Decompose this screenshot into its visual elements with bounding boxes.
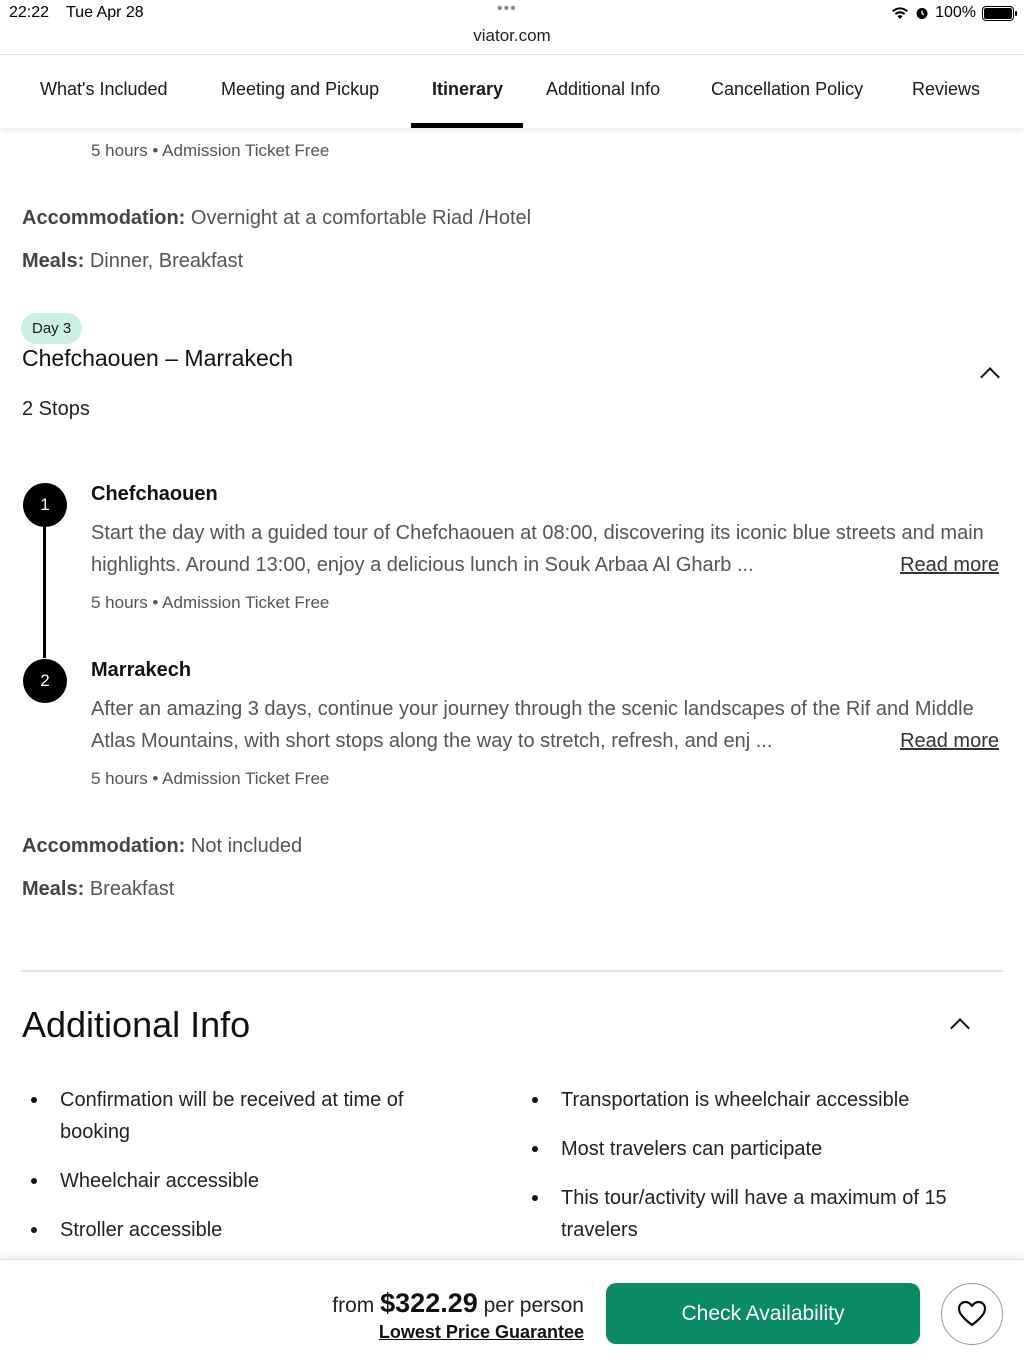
section-tabs xyxy=(0,54,1024,128)
stop-number-badge: 2 xyxy=(23,659,67,703)
battery-fill xyxy=(984,8,1012,19)
stop-description: Start the day with a guided tour of Chefchaouen at 08:00, discovering its iconic blue streets and main highlights. Around 13:00, enjoy a delicious lunch in Souk Arbaa Al Gharb ... xyxy=(91,522,984,576)
accommodation-value: Not included xyxy=(190,835,303,857)
status-icons xyxy=(891,4,1014,22)
meals-line xyxy=(22,250,243,273)
accommodation-line xyxy=(22,835,302,858)
stop-name: Marrakech xyxy=(91,659,192,681)
tab-meeting-and-pickup[interactable]: Meeting and Pickup xyxy=(221,79,380,99)
accommodation-label: Accommodation: xyxy=(22,207,186,229)
stop-number-badge: 1 xyxy=(23,483,67,527)
booking-bar xyxy=(0,1259,1024,1365)
stops-count: 2 Stops xyxy=(22,398,90,420)
additional-info-list-right xyxy=(523,1084,993,1263)
day-title[interactable]: Chefchaouen – Marrakech xyxy=(22,345,294,371)
list-item: This tour/activity will have a maximum of 15 travelers xyxy=(523,1182,993,1246)
status-bar xyxy=(0,0,1024,45)
meals-value: Dinner, Breakfast xyxy=(89,250,244,272)
meals-label: Meals: xyxy=(22,878,85,900)
price-amount: $322.29 xyxy=(380,1288,478,1318)
tab-additional-info[interactable]: Additional Info xyxy=(546,79,661,99)
check-availability-button[interactable]: Check Availability xyxy=(606,1283,920,1344)
day-badge: Day 3 xyxy=(21,313,82,344)
additional-info-list-left xyxy=(22,1084,462,1263)
list-item: Most travelers can participate xyxy=(523,1133,993,1165)
meals-value: Breakfast xyxy=(89,878,175,900)
list-item: Confirmation will be received at time of booking xyxy=(22,1084,462,1148)
stop-meta: 5 hours • Admission Ticket Free xyxy=(91,593,330,612)
stop-meta: 5 hours • Admission Ticket Free xyxy=(91,141,330,160)
read-more-link[interactable]: Read more xyxy=(896,725,999,757)
meals-label: Meals: xyxy=(22,250,85,272)
status-date: Tue Apr 28 xyxy=(66,4,144,21)
price-line xyxy=(332,1288,584,1319)
chevron-up-icon[interactable] xyxy=(980,367,1000,387)
list-item: Wheelchair accessible xyxy=(22,1165,462,1197)
heart-icon xyxy=(957,1300,987,1328)
url-label[interactable]: viator.com xyxy=(473,26,551,45)
chevron-up-icon[interactable] xyxy=(950,1018,970,1038)
more-dots-icon[interactable]: ••• xyxy=(497,0,517,17)
read-more-link[interactable]: Read more xyxy=(896,549,999,581)
section-divider xyxy=(21,970,1003,972)
accommodation-line xyxy=(22,207,531,230)
stop-meta: 5 hours • Admission Ticket Free xyxy=(91,769,330,788)
from-label: from xyxy=(332,1294,375,1317)
list-item: Transportation is wheelchair accessible xyxy=(523,1084,993,1116)
wishlist-button[interactable] xyxy=(941,1283,1003,1345)
accommodation-label: Accommodation: xyxy=(22,835,186,857)
tab-whats-included[interactable]: What's Included xyxy=(40,79,168,99)
timeline-connector xyxy=(43,526,46,658)
accommodation-value: Overnight at a comfortable Riad /Hotel xyxy=(190,207,532,229)
stop-name: Chefchaouen xyxy=(91,483,218,505)
alarm-icon xyxy=(915,6,929,20)
per-person-label: per person xyxy=(483,1294,584,1317)
stop-description: After an amazing 3 days, continue your journey through the scenic landscapes of the Rif and Middle Atlas Mountains, with short stops along the way to stretch, refresh, and enj ... xyxy=(91,698,974,752)
list-item: Stroller accessible xyxy=(22,1214,462,1246)
battery-icon xyxy=(982,6,1014,21)
wifi-icon xyxy=(891,6,909,20)
meals-line xyxy=(22,878,174,901)
active-tab-indicator xyxy=(411,123,523,128)
lowest-price-guarantee-link[interactable]: Lowest Price Guarantee xyxy=(378,1322,584,1342)
tab-itinerary[interactable]: Itinerary xyxy=(432,79,504,99)
tab-cancellation-policy[interactable]: Cancellation Policy xyxy=(711,79,864,99)
status-time: 22:22 xyxy=(9,4,50,21)
battery-percent: 100% xyxy=(935,4,976,21)
section-title-additional-info[interactable]: Additional Info xyxy=(22,1004,251,1045)
tab-reviews[interactable]: Reviews xyxy=(912,79,981,99)
